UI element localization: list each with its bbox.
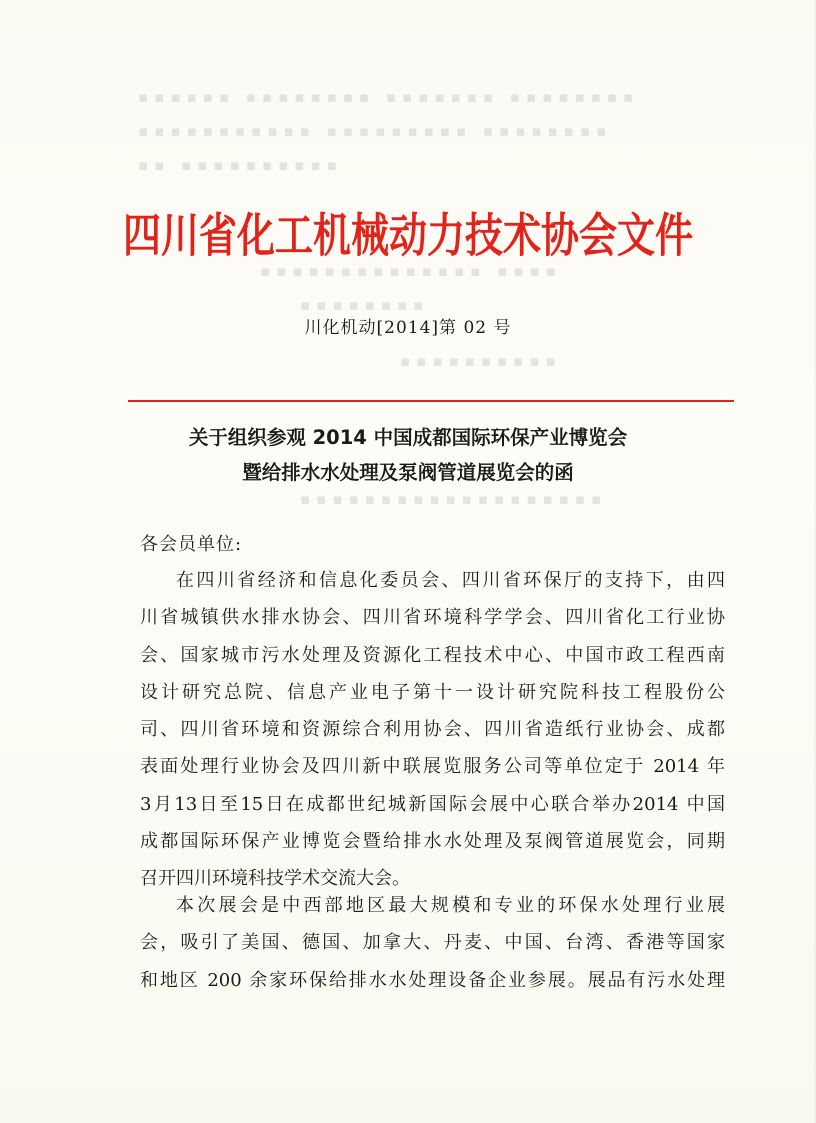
paragraph-line: 会、国家城市污水处理及资源化工程技术中心、中国市政工程西南 bbox=[140, 644, 725, 666]
paragraph-line: 在四川省经济和信息化委员会、四川省环保厅的支持下，由四 bbox=[176, 570, 725, 591]
paragraph-line: 召开四川环境科技学术交流大会。 bbox=[140, 868, 410, 890]
document-number: 川化机动[2014]第 02 号 bbox=[304, 318, 512, 338]
document-header-title: 四川省化工机械动力技术协会文件 bbox=[122, 207, 693, 263]
paragraph-line: 本次展会是中西部地区最大规模和专业的环保水处理行业展 bbox=[176, 895, 725, 916]
paragraph-line: 川省城镇供水排水协会、四川省环境科学学会、四川省化工行业协 bbox=[140, 607, 725, 629]
show-through-text: ▪▪▪▪▪▪▪▪▪▪▪ ▪▪▪▪▪▪▪▪▪ ▪▪▪▪▪▪▪▪ bbox=[138, 122, 613, 140]
paragraph-line: 成都国际环保产业博览会暨给排水水处理及泵阀管道展览会，同期 bbox=[140, 831, 725, 853]
paragraph-line: 会，吸引了美国、德国、加拿大、丹麦、中国、台湾、香港等国家 bbox=[140, 932, 725, 954]
show-through-text: ▪▪▪▪▪▪▪▪▪▪ bbox=[400, 352, 562, 370]
body-paragraph-2 bbox=[140, 887, 725, 999]
show-through-text: ▪▪▪▪▪▪▪▪▪▪▪▪▪▪ ▪▪▪▪ bbox=[260, 262, 562, 280]
show-through-text: ▪▪▪▪▪▪▪▪ bbox=[300, 296, 430, 314]
salutation: 各会员单位: bbox=[140, 534, 243, 555]
paragraph-line: 司、四川省环境和资源综合利用协会、四川省造纸行业协会、成都 bbox=[140, 719, 725, 741]
red-divider-line bbox=[128, 400, 734, 402]
paragraph-line: 设计研究总院、信息产业电子第十一设计研究院科技工程股份公 bbox=[140, 681, 725, 703]
subject-line-2: 暨给排水水处理及泵阀管道展览会的函 bbox=[242, 461, 574, 484]
show-through-text: ▪▪▪▪▪▪ ▪▪▪▪▪▪▪▪ ▪▪▪▪▪▪▪ ▪▪▪▪▪▪▪▪ bbox=[138, 88, 640, 106]
paragraph-line: 表面处理行业协会及四川新中联展览服务公司等单位定于 2014 年 bbox=[140, 756, 725, 778]
body-paragraph-1 bbox=[140, 562, 725, 898]
paragraph-line: 和地区 200 余家环保给排水水处理设备企业参展。展品有污水处理 bbox=[140, 969, 725, 991]
show-through-text: ▪▪▪▪▪▪▪▪▪▪▪▪▪▪▪▪▪▪▪ bbox=[300, 490, 608, 508]
show-through-text: ▪▪ ▪▪▪▪▪▪▪▪▪▪ bbox=[138, 156, 343, 174]
paragraph-line: 3月13日至15日在成都世纪城新国际会展中心联合举办2014 中国 bbox=[140, 793, 725, 815]
subject-line-1: 关于组织参观 2014 中国成都国际环保产业博览会 bbox=[188, 426, 628, 449]
